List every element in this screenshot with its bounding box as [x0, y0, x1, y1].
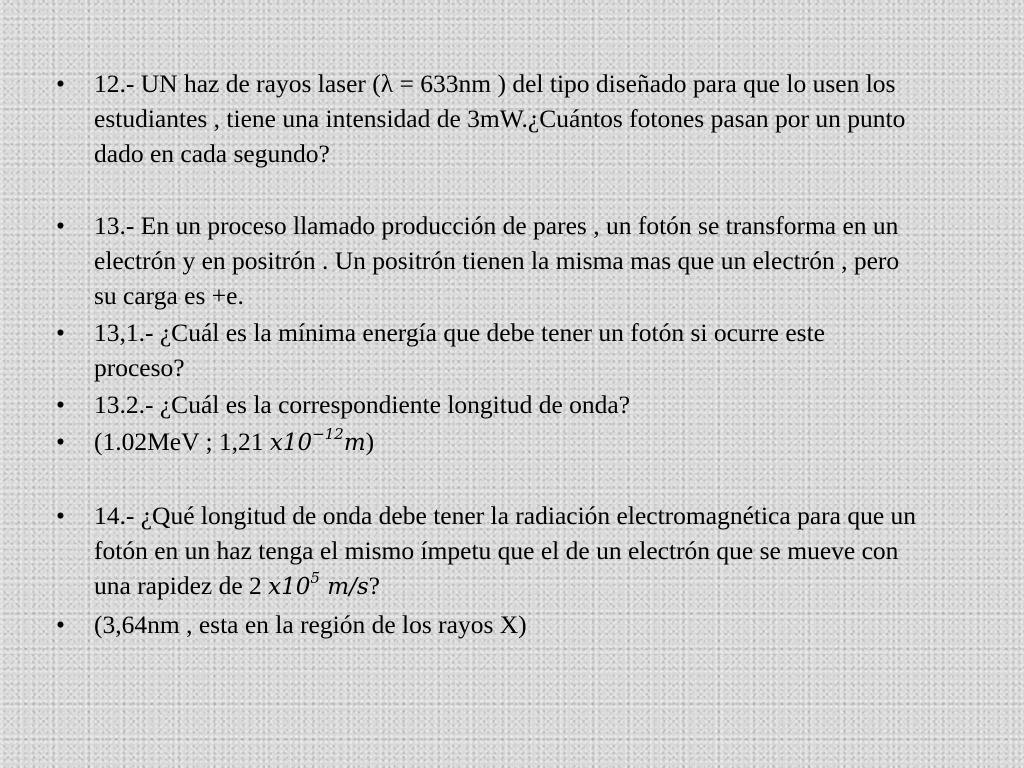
- list-item-problem-14: • 14.- ¿Qué longitud de onda debe tener la radiación electromagnética para que un fotón en un haz tenga el mismo ímpetu que el de un electrón que se mueve con una rapidez de 2 $x10^5$ m/s?: [56, 498, 916, 605]
- answer-14-text: (3,64nm , esta en la región de los rayos X): [94, 610, 527, 639]
- list-item-answer-14: [56, 607, 916, 642]
- bullet-icon: •: [56, 211, 65, 240]
- slide-content: [56, 66, 916, 642]
- problem-13-2-text: 13.2.- ¿Cuál es la correspondiente longitud de onda?: [94, 390, 631, 419]
- bullet-icon: •: [56, 390, 65, 419]
- bullet-icon: •: [56, 501, 65, 530]
- list-item-answer-13: • (1.02MeV ; 1,21 $x10^{-12}m$): [56, 424, 916, 461]
- bullet-icon: •: [56, 427, 65, 456]
- bullet-icon: •: [56, 69, 65, 98]
- problem-14-text: 14.- ¿Qué longitud de onda debe tener la radiación electromagnética para que un fotón en un haz tenga el mismo ímpetu que el de un electrón que se mueve con una rapidez de 2: [94, 501, 917, 600]
- list-item-problem-12: [56, 66, 916, 171]
- problem-13-1-text: 13,1.- ¿Cuál es la mínima energía que debe tener un fotón si ocurre este proceso?: [94, 318, 825, 382]
- problem-14-math: $x10^5$ m/s: [268, 569, 369, 600]
- problem-13-text: 13.- En un proceso llamado producción de pares , un fotón se transforma en un electrón y en positrón . Un positrón tienen la misma mas que un electrón , pero su carga es +e.: [94, 211, 900, 310]
- list-item-problem-13-2: [56, 387, 916, 422]
- answer-13-text: (1.02MeV ; 1,21: [94, 427, 270, 456]
- problem-12-text: 12.- UN haz de rayos laser (λ = 633nm ) del tipo diseñado para que lo usen los estudiantes , tiene una intensidad de 3mW.¿Cuántos fotones pasan por un punto dado en cada segundo?: [94, 69, 906, 168]
- list-item-problem-13-1: [56, 315, 916, 385]
- answer-13-math: $x10^{-12}m$: [269, 425, 366, 456]
- bullet-icon: •: [56, 610, 65, 639]
- list-item-problem-13: [56, 208, 916, 313]
- bullet-icon: •: [56, 318, 65, 347]
